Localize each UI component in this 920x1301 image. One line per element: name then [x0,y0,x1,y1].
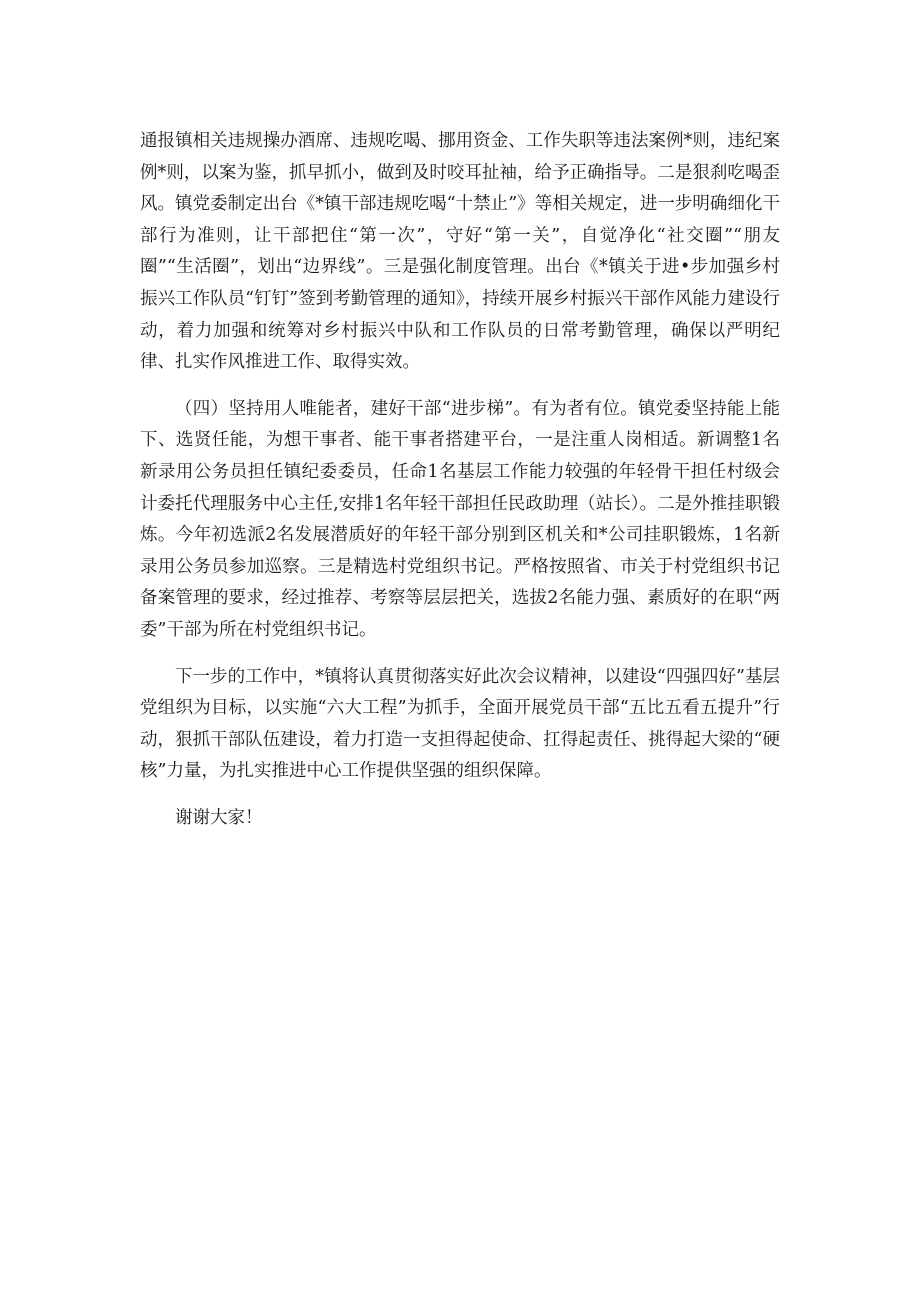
paragraph-cadre-promotion: （四）坚持用人唯能者，建好干部“进步梯”。有为者有位。镇党委坚持能上能下、选贤任能，为想干事者、能干事者搭建平台，一是注重人岗相适。新调整1名新录用公务员担任镇纪委委员，任命1名基层工作能力较强的年轻骨干担任村级会计委托代理服务中心主任,安排1名年轻干部担任民政助理（站长）。二是外推挂职锻炼。今年初选派2名发展潜质好的年轻干部分别到区机关和*公司挂职锻炼，1名新录用公务员参加巡察。三是精选村党组织书记。严格按照省、市关于村党组织书记备案管理的要求，经过推荐、考察等层层把关，选拔2名能力强、素质好的在职“两委”干部为所在村党组织书记。 [140,398,780,640]
paragraph-discipline-continued: 通报镇相关违规操办酒席、违规吃喝、挪用资金、工作失职等违法案例*则，违纪案例*则，以案为鉴，抓早抓小，做到及时咬耳扯袖，给予正确指导。二是狠刹吃喝歪风。镇党委制定出台《*镇干部违规吃喝“十禁止”》等相关规定，进一步明确细化干部行为准则，让干部把住“第一次”，守好“第一关”，自觉净化“社交圈”“朋友圈”“生活圈”，划出“边界线”。三是强化制度管理。出台《*镇关于进•步加强乡村振兴工作队员“钉钉”签到考勤管理的通知》，持续开展乡村振兴干部作风能力建设行动，着力加强和统筹对乡村振兴中队和工作队员的日常考勤管理，确保以严明纪律、扎实作风推进工作、取得实效。 [140,131,780,373]
paragraph-closing-thanks: 谢谢大家！ [175,807,263,828]
paragraph-next-steps: 下一步的工作中，*镇将认真贯彻落实好此次会议精神，以建设“四强四好”基层党组织为目标，以实施“六大工程”为抓手，全面开展党员干部“五比五看五提升”行动，狠抓干部队伍建设，着力打造一支担得起使命、扛得起责任、挑得起大梁的“硬核”力量，为扎实推进中心工作提供坚强的组织保障。 [140,666,780,782]
document-body [140,126,780,849]
